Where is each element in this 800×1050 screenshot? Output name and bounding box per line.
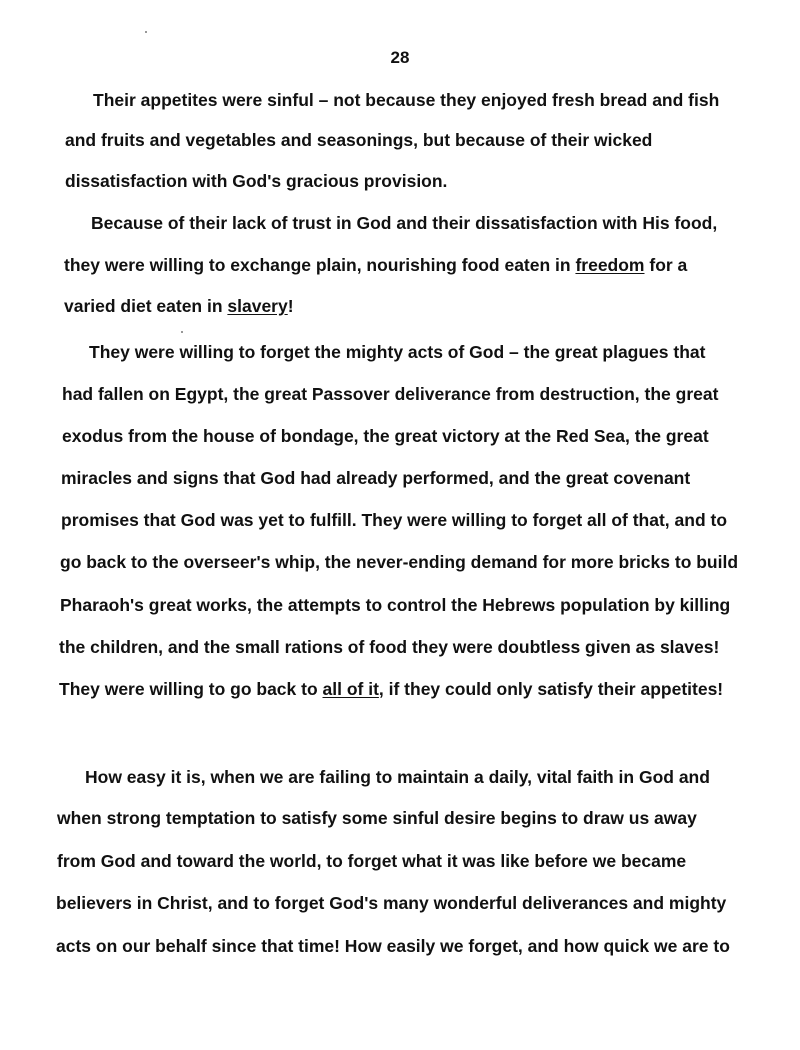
text-run: Their appetites were sinful – not because they enjoyed fresh bread and fish <box>93 90 720 110</box>
text-run: dissatisfaction with God's gracious provision. <box>65 171 448 191</box>
text-run: varied diet eaten in <box>64 296 228 316</box>
text-run: , if they could only satisfy their appetites! <box>378 679 724 699</box>
text-line <box>91 212 717 234</box>
text-line <box>57 807 697 829</box>
text-run: believers in Christ, and to forget God's many wonderful deliverances and mighty <box>56 893 727 913</box>
text-line <box>62 383 718 405</box>
text-run: go back to the overseer's whip, the never-ending demand for more bricks to build <box>60 552 739 572</box>
text-run: How easy it is, when we are failing to maintain a daily, vital faith in God and <box>85 767 710 787</box>
underlined-phrase: all of it <box>322 679 379 699</box>
text-line <box>85 766 710 788</box>
text-line <box>61 467 690 489</box>
underlined-word: slavery <box>227 296 288 316</box>
text-run: when strong temptation to satisfy some sinful desire begins to draw us away <box>57 808 697 828</box>
scan-speck <box>145 31 147 33</box>
text-run: They were willing to forget the mighty acts of God – the great plagues that <box>89 342 706 362</box>
text-run: from God and toward the world, to forget what it was like before we became <box>57 851 687 871</box>
text-line <box>59 636 719 658</box>
text-run: miracles and signs that God had already performed, and the great covenant <box>61 468 691 488</box>
text-run: acts on our behalf since that time! How easily we forget, and how quick we are to <box>56 936 730 956</box>
page-number: 28 <box>390 48 410 67</box>
text-run: and fruits and vegetables and seasonings, but because of their wicked <box>65 130 653 150</box>
text-run: they were willing to exchange plain, nourishing food eaten in <box>64 255 576 275</box>
text-line <box>56 935 730 957</box>
text-run: exodus from the house of bondage, the great victory at the Red Sea, the great <box>62 426 709 446</box>
text-line <box>60 594 730 616</box>
text-run: had fallen on Egypt, the great Passover deliverance from destruction, the great <box>62 384 719 404</box>
text-run: Pharaoh's great works, the attempts to control the Hebrews population by killing <box>60 595 731 615</box>
text-run: the children, and the small rations of food they were doubtless given as slaves! <box>59 637 720 657</box>
scan-speck <box>181 331 183 333</box>
text-run: They were willing to go back to <box>59 679 323 699</box>
text-run: Because of their lack of trust in God and their dissatisfaction with His food, <box>91 213 718 233</box>
text-line <box>64 254 687 276</box>
text-line <box>60 551 738 573</box>
text-run: ! <box>287 296 294 316</box>
text-line <box>57 850 686 872</box>
text-line <box>56 892 726 914</box>
text-line <box>59 678 723 700</box>
text-line <box>61 509 727 531</box>
text-line <box>65 129 652 151</box>
text-line <box>89 341 705 363</box>
text-line <box>62 425 709 447</box>
underlined-word: freedom <box>575 255 645 275</box>
text-line <box>64 295 294 317</box>
text-run: promises that God was yet to fulfill. They were willing to forget all of that, and to <box>61 510 728 530</box>
text-line <box>93 89 719 111</box>
text-run: for a <box>644 255 688 275</box>
text-line <box>65 170 447 192</box>
